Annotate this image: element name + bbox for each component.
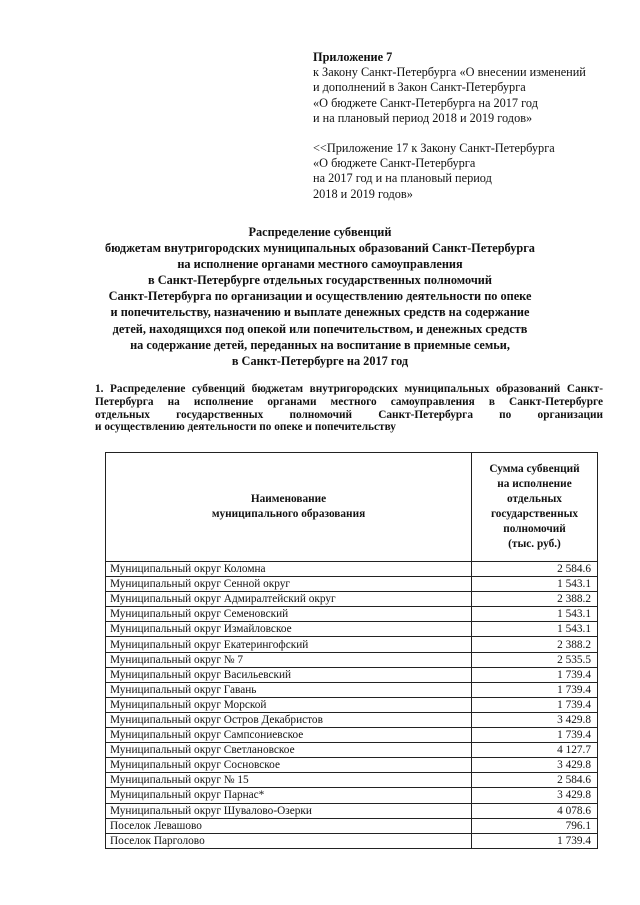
subsidy-value: 1 739.4: [472, 697, 598, 712]
municipality-name: Муниципальный округ Екатерингофский: [106, 637, 472, 652]
table-row: [106, 743, 598, 758]
table-row: [106, 667, 598, 682]
title-line: и попечительству, назначению и выплате денежных средств на содержание: [110, 305, 530, 320]
appendix-old-line: «О бюджете Санкт-Петербурга: [313, 156, 476, 171]
subsidy-value: 1 739.4: [472, 667, 598, 682]
subsidy-value: 796.1: [472, 818, 598, 833]
column-header-sum: [472, 453, 598, 562]
appendix-line: к Закону Санкт-Петербурга «О внесении изменений: [313, 65, 586, 80]
table-row: [106, 577, 598, 592]
header-line: полномочий: [503, 523, 566, 535]
appendix-title: Приложение 7: [313, 50, 393, 64]
appendix-header: [313, 50, 633, 126]
appendix-old-line: <<Приложение 17 к Закону Санкт-Петербурга: [313, 141, 555, 155]
subsidy-value: 1 543.1: [472, 577, 598, 592]
subsidy-value: 1 543.1: [472, 607, 598, 622]
table-row: [106, 728, 598, 743]
municipality-name: Муниципальный округ Гавань: [106, 682, 472, 697]
municipality-name: Муниципальный округ Измайловское: [106, 622, 472, 637]
table-header-row: [106, 453, 598, 562]
subsidy-value: 4 127.7: [472, 743, 598, 758]
municipality-name: Муниципальный округ № 7: [106, 652, 472, 667]
title-line: Распределение субвенций: [248, 225, 392, 239]
section-line: отдельных государственных полномочий Санкт-Петербурга по организации: [95, 408, 603, 421]
title-line: на исполнение органами местного самоуправления: [177, 257, 463, 272]
subsidy-value: 2 388.2: [472, 592, 598, 607]
table-row: [106, 712, 598, 727]
table-row: [106, 652, 598, 667]
appendix-old-line: на 2017 год и на плановый период: [313, 171, 492, 186]
title-line: детей, находящихся под опекой или попечительством, и денежных средств: [112, 321, 528, 336]
appendix-line: и на плановый период 2018 и 2019 годов»: [313, 110, 533, 125]
appendix-old-line: 2018 и 2019 годов»: [313, 186, 413, 201]
table-row: [106, 682, 598, 697]
subsidy-value: 1 739.4: [472, 833, 598, 848]
municipality-name: Муниципальный округ Шувалово-Озерки: [106, 803, 472, 818]
table-row: [106, 818, 598, 833]
section-line: Петербурга на исполнение органами местного самоуправления в Санкт-Петербурге: [95, 395, 603, 408]
table-row: [106, 622, 598, 637]
appendix-line: и дополнений в Закон Санкт-Петербурга: [313, 80, 526, 95]
column-header-name: [106, 453, 472, 562]
table-row: [106, 788, 598, 803]
table-row: [106, 637, 598, 652]
municipality-name: Муниципальный округ Сенной округ: [106, 577, 472, 592]
table-row: [106, 562, 598, 577]
municipality-name: Поселок Левашово: [106, 818, 472, 833]
header-line: (тыс. руб.): [508, 538, 561, 550]
header-line: Сумма субвенций: [489, 463, 580, 475]
municipality-name: Муниципальный округ Парнас*: [106, 788, 472, 803]
table-row: [106, 758, 598, 773]
header-line: государственных: [490, 508, 579, 520]
header-line: муниципального образования: [211, 508, 366, 520]
appendix-old-header: [313, 141, 633, 202]
subsidy-value: 2 535.5: [472, 652, 598, 667]
municipality-name: Муниципальный округ Васильевский: [106, 667, 472, 682]
title-line: в Санкт-Петербурге на 2017 год: [231, 353, 409, 368]
title-line: на содержание детей, переданных на воспитание в приемные семьи,: [130, 337, 510, 352]
municipality-name: Муниципальный округ Сосновское: [106, 758, 472, 773]
title-line: Санкт-Петербурга по организации и осуществлению деятельности по опеке: [108, 289, 532, 304]
subsidy-value: 2 388.2: [472, 637, 598, 652]
subsidy-value: 2 584.6: [472, 773, 598, 788]
subsidy-value: 1 543.1: [472, 622, 598, 637]
subsidy-table: [105, 452, 598, 849]
table-row: [106, 607, 598, 622]
subsidy-value: 3 429.8: [472, 788, 598, 803]
municipality-name: Муниципальный округ Семеновский: [106, 607, 472, 622]
table-row: [106, 833, 598, 848]
title-line: в Санкт-Петербурге отдельных государственных полномочий: [148, 273, 492, 288]
appendix-line: «О бюджете Санкт-Петербурга на 2017 год: [313, 95, 538, 110]
municipality-name: Муниципальный округ Коломна: [106, 562, 472, 577]
municipality-name: Муниципальный округ № 15: [106, 773, 472, 788]
municipality-name: Муниципальный округ Остров Декабристов: [106, 712, 472, 727]
municipality-name: Муниципальный округ Морской: [106, 697, 472, 712]
section-line: и осуществлению деятельности по опеке и попечительству: [95, 421, 396, 434]
table-row: [106, 592, 598, 607]
header-line: на исполнение: [497, 478, 572, 490]
header-line: Наименование: [250, 493, 327, 505]
header-line: отдельных: [507, 493, 562, 505]
table-row: [106, 773, 598, 788]
section-line: 1. Распределение субвенций бюджетам внутригородских муниципальных образований Санкт-: [95, 383, 603, 395]
document-title: [100, 224, 540, 369]
section-heading: [95, 383, 603, 434]
municipality-name: Муниципальный округ Светлановское: [106, 743, 472, 758]
subsidy-value: 1 739.4: [472, 682, 598, 697]
municipality-name: Муниципальный округ Сампсониевское: [106, 728, 472, 743]
subsidy-value: 3 429.8: [472, 712, 598, 727]
table-row: [106, 803, 598, 818]
table-row: [106, 697, 598, 712]
title-line: бюджетам внутригородских муниципальных образований Санкт-Петербурга: [105, 241, 535, 256]
subsidy-value: 1 739.4: [472, 728, 598, 743]
subsidy-value: 2 584.6: [472, 562, 598, 577]
municipality-name: Поселок Парголово: [106, 833, 472, 848]
municipality-name: Муниципальный округ Адмиралтейский округ: [106, 592, 472, 607]
subsidy-value: 4 078.6: [472, 803, 598, 818]
subsidy-value: 3 429.8: [472, 758, 598, 773]
